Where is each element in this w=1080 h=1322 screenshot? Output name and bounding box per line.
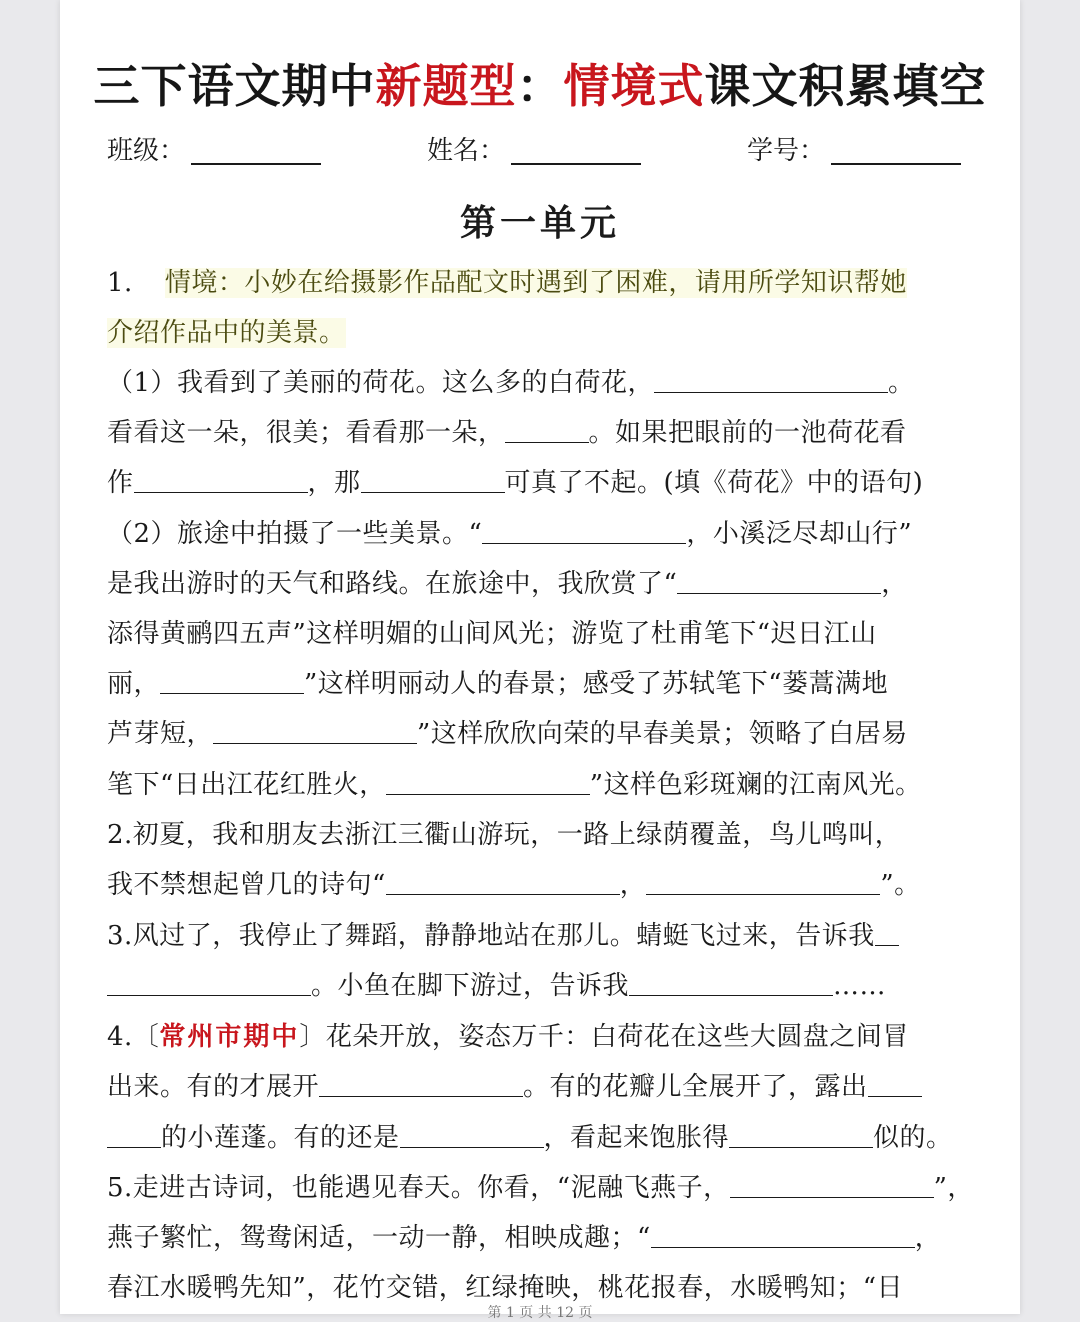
q1-text: ，那 bbox=[307, 468, 361, 498]
q1-number: 1. bbox=[107, 268, 133, 298]
page-title bbox=[60, 50, 1020, 116]
q2-text: 我不禁想起曾几的诗句“ bbox=[107, 870, 386, 900]
q5-text: ， bbox=[914, 1223, 942, 1253]
q1-text: 。如果把眼前的一池荷花看 bbox=[588, 418, 907, 448]
name-field bbox=[427, 130, 641, 167]
q1-text: 可真了不起。(填《荷花》中的语句) bbox=[504, 468, 924, 498]
q1-line-11 bbox=[107, 767, 974, 803]
q5-text: 燕子繁忙，鸳鸯闲适，一动一静，相映成趣；“ bbox=[107, 1223, 651, 1253]
q5-text: 春江水暖鸭先知”，花竹交错，红绿掩映，桃花报春，水暖鸭知；“日 bbox=[107, 1273, 904, 1303]
class-label: 班级： bbox=[107, 136, 186, 166]
q4-text: 似的。 bbox=[873, 1123, 953, 1153]
page-footer: 第 1 页 共 12 页 bbox=[487, 1305, 593, 1321]
title-part-1: 三下语文期中 bbox=[93, 59, 376, 113]
q1-line-6 bbox=[107, 516, 974, 552]
q1-text: 笔下“日出江花红胜火， bbox=[107, 770, 386, 800]
title-part-4: 情境式 bbox=[563, 59, 705, 113]
title-part-2: 新题型 bbox=[375, 59, 517, 113]
name-blank[interactable] bbox=[511, 163, 641, 165]
q1-text: 是我出游时的天气和路线。在旅途中，我欣赏了“ bbox=[107, 569, 678, 599]
title-part-3: ： bbox=[516, 59, 564, 113]
q1-situation-text-b: 介绍作品中的美景。 bbox=[107, 318, 346, 348]
q1-line-9 bbox=[107, 666, 974, 702]
id-label: 学号： bbox=[747, 136, 826, 166]
blank[interactable] bbox=[875, 923, 899, 946]
q5-line-1 bbox=[107, 1170, 974, 1206]
q1-line-5 bbox=[107, 465, 974, 501]
q1-text: 。 bbox=[888, 368, 915, 398]
q1-line-8 bbox=[107, 616, 974, 652]
q5-line-3 bbox=[107, 1270, 974, 1306]
class-field bbox=[107, 130, 321, 167]
q2-line-1 bbox=[107, 817, 974, 853]
name-label: 姓名： bbox=[427, 136, 506, 166]
q1-situation-text-a: 情境：小妙在给摄影作品配文时遇到了困难，请用所学知识帮她 bbox=[164, 268, 907, 298]
q1-text: ，小溪泛尽却山行” bbox=[686, 519, 913, 549]
q4-line-1 bbox=[107, 1019, 974, 1055]
blank[interactable] bbox=[677, 571, 881, 594]
q4-text: ，看起来饱胀得 bbox=[543, 1123, 730, 1153]
blank[interactable] bbox=[730, 1175, 934, 1198]
blank[interactable] bbox=[107, 1125, 161, 1148]
q1-line-7 bbox=[107, 566, 974, 602]
blank[interactable] bbox=[386, 872, 620, 895]
q1-text: ”这样明丽动人的春景；感受了苏轼笔下“蒌蒿满地 bbox=[304, 669, 889, 699]
q1-text: ”这样色彩斑斓的江南风光。 bbox=[589, 770, 922, 800]
q1-text: 看看这一朵，很美；看看那一朵， bbox=[107, 418, 505, 448]
blank[interactable] bbox=[107, 973, 311, 996]
blank[interactable] bbox=[361, 470, 505, 493]
q1-situation-line-1 bbox=[107, 265, 974, 301]
q4-text: 〕花朵开放，姿态万千：白荷花在这些大圆盘之间冒 bbox=[299, 1022, 909, 1052]
q1-text: 作 bbox=[107, 468, 134, 498]
q1-text: ”这样欣欣向荣的早春美景；领略了白居易 bbox=[417, 719, 908, 749]
q1-line-4 bbox=[107, 415, 974, 451]
q1-text: （2）旅途中拍摄了一些美景。“ bbox=[107, 519, 483, 549]
blank[interactable] bbox=[400, 1125, 544, 1148]
class-blank[interactable] bbox=[191, 163, 321, 165]
q2-text: 2.初夏，我和朋友去浙江三衢山游玩，一路上绿荫覆盖，鸟儿鸣叫， bbox=[107, 820, 902, 850]
unit-heading: 第一单元 bbox=[459, 202, 620, 244]
blank[interactable] bbox=[646, 872, 880, 895]
worksheet-page bbox=[60, 0, 1020, 1321]
q4-text: 。有的花瓣儿全展开了，露出 bbox=[523, 1072, 868, 1102]
blank[interactable] bbox=[505, 420, 589, 443]
q4-text: 4.〔 bbox=[107, 1022, 160, 1052]
q5-line-2 bbox=[107, 1220, 974, 1256]
q5-text: 5.走进古诗词，也能遇见春天。你看，“泥融飞燕子， bbox=[107, 1173, 730, 1203]
q4-line-3 bbox=[107, 1120, 974, 1156]
blank[interactable] bbox=[629, 973, 833, 996]
blank[interactable] bbox=[651, 1225, 915, 1248]
q1-text: （1）我看到了美丽的荷花。这么多的白荷花， bbox=[107, 368, 655, 398]
blank[interactable] bbox=[482, 521, 686, 544]
q1-text: 丽， bbox=[107, 669, 161, 699]
blank[interactable] bbox=[213, 721, 417, 744]
q5-text: ”， bbox=[933, 1173, 974, 1203]
blank[interactable] bbox=[729, 1125, 873, 1148]
q2-line-2 bbox=[107, 867, 974, 903]
blank[interactable] bbox=[160, 671, 304, 694]
q3-line-2 bbox=[107, 968, 974, 1004]
q4-source-tag: 常州市期中 bbox=[159, 1022, 300, 1052]
q1-line-10 bbox=[107, 716, 974, 752]
id-blank[interactable] bbox=[831, 163, 961, 165]
id-field bbox=[747, 130, 961, 167]
q3-text: 。小鱼在脚下游过，告诉我 bbox=[311, 971, 630, 1001]
q2-text: ”。 bbox=[880, 870, 921, 900]
blank[interactable] bbox=[386, 772, 590, 795]
q1-text: 添得黄鹂四五声”这样明媚的山间风光；游览了杜甫笔下“迟日江山 bbox=[107, 619, 877, 649]
q3-text: 3.风过了，我停止了舞蹈，静静地站在那儿。蜻蜓飞过来，告诉我 bbox=[107, 921, 875, 951]
q4-line-2 bbox=[107, 1069, 974, 1105]
blank[interactable] bbox=[319, 1074, 523, 1097]
q4-text: 的小莲蓬。有的还是 bbox=[161, 1123, 400, 1153]
blank[interactable] bbox=[654, 370, 888, 393]
q1-line-3 bbox=[107, 365, 974, 401]
q4-text: 出来。有的才展开 bbox=[107, 1072, 320, 1102]
q1-situation-line-2 bbox=[107, 315, 974, 351]
blank[interactable] bbox=[134, 470, 308, 493]
blank[interactable] bbox=[868, 1074, 922, 1097]
title-part-5: 课文积累填空 bbox=[704, 59, 987, 113]
q3-text: …… bbox=[833, 971, 887, 1001]
q1-text: ， bbox=[881, 569, 908, 599]
q2-text: ， bbox=[619, 870, 647, 900]
q3-line-1 bbox=[107, 918, 974, 954]
q1-text: 芦芽短， bbox=[107, 719, 214, 749]
